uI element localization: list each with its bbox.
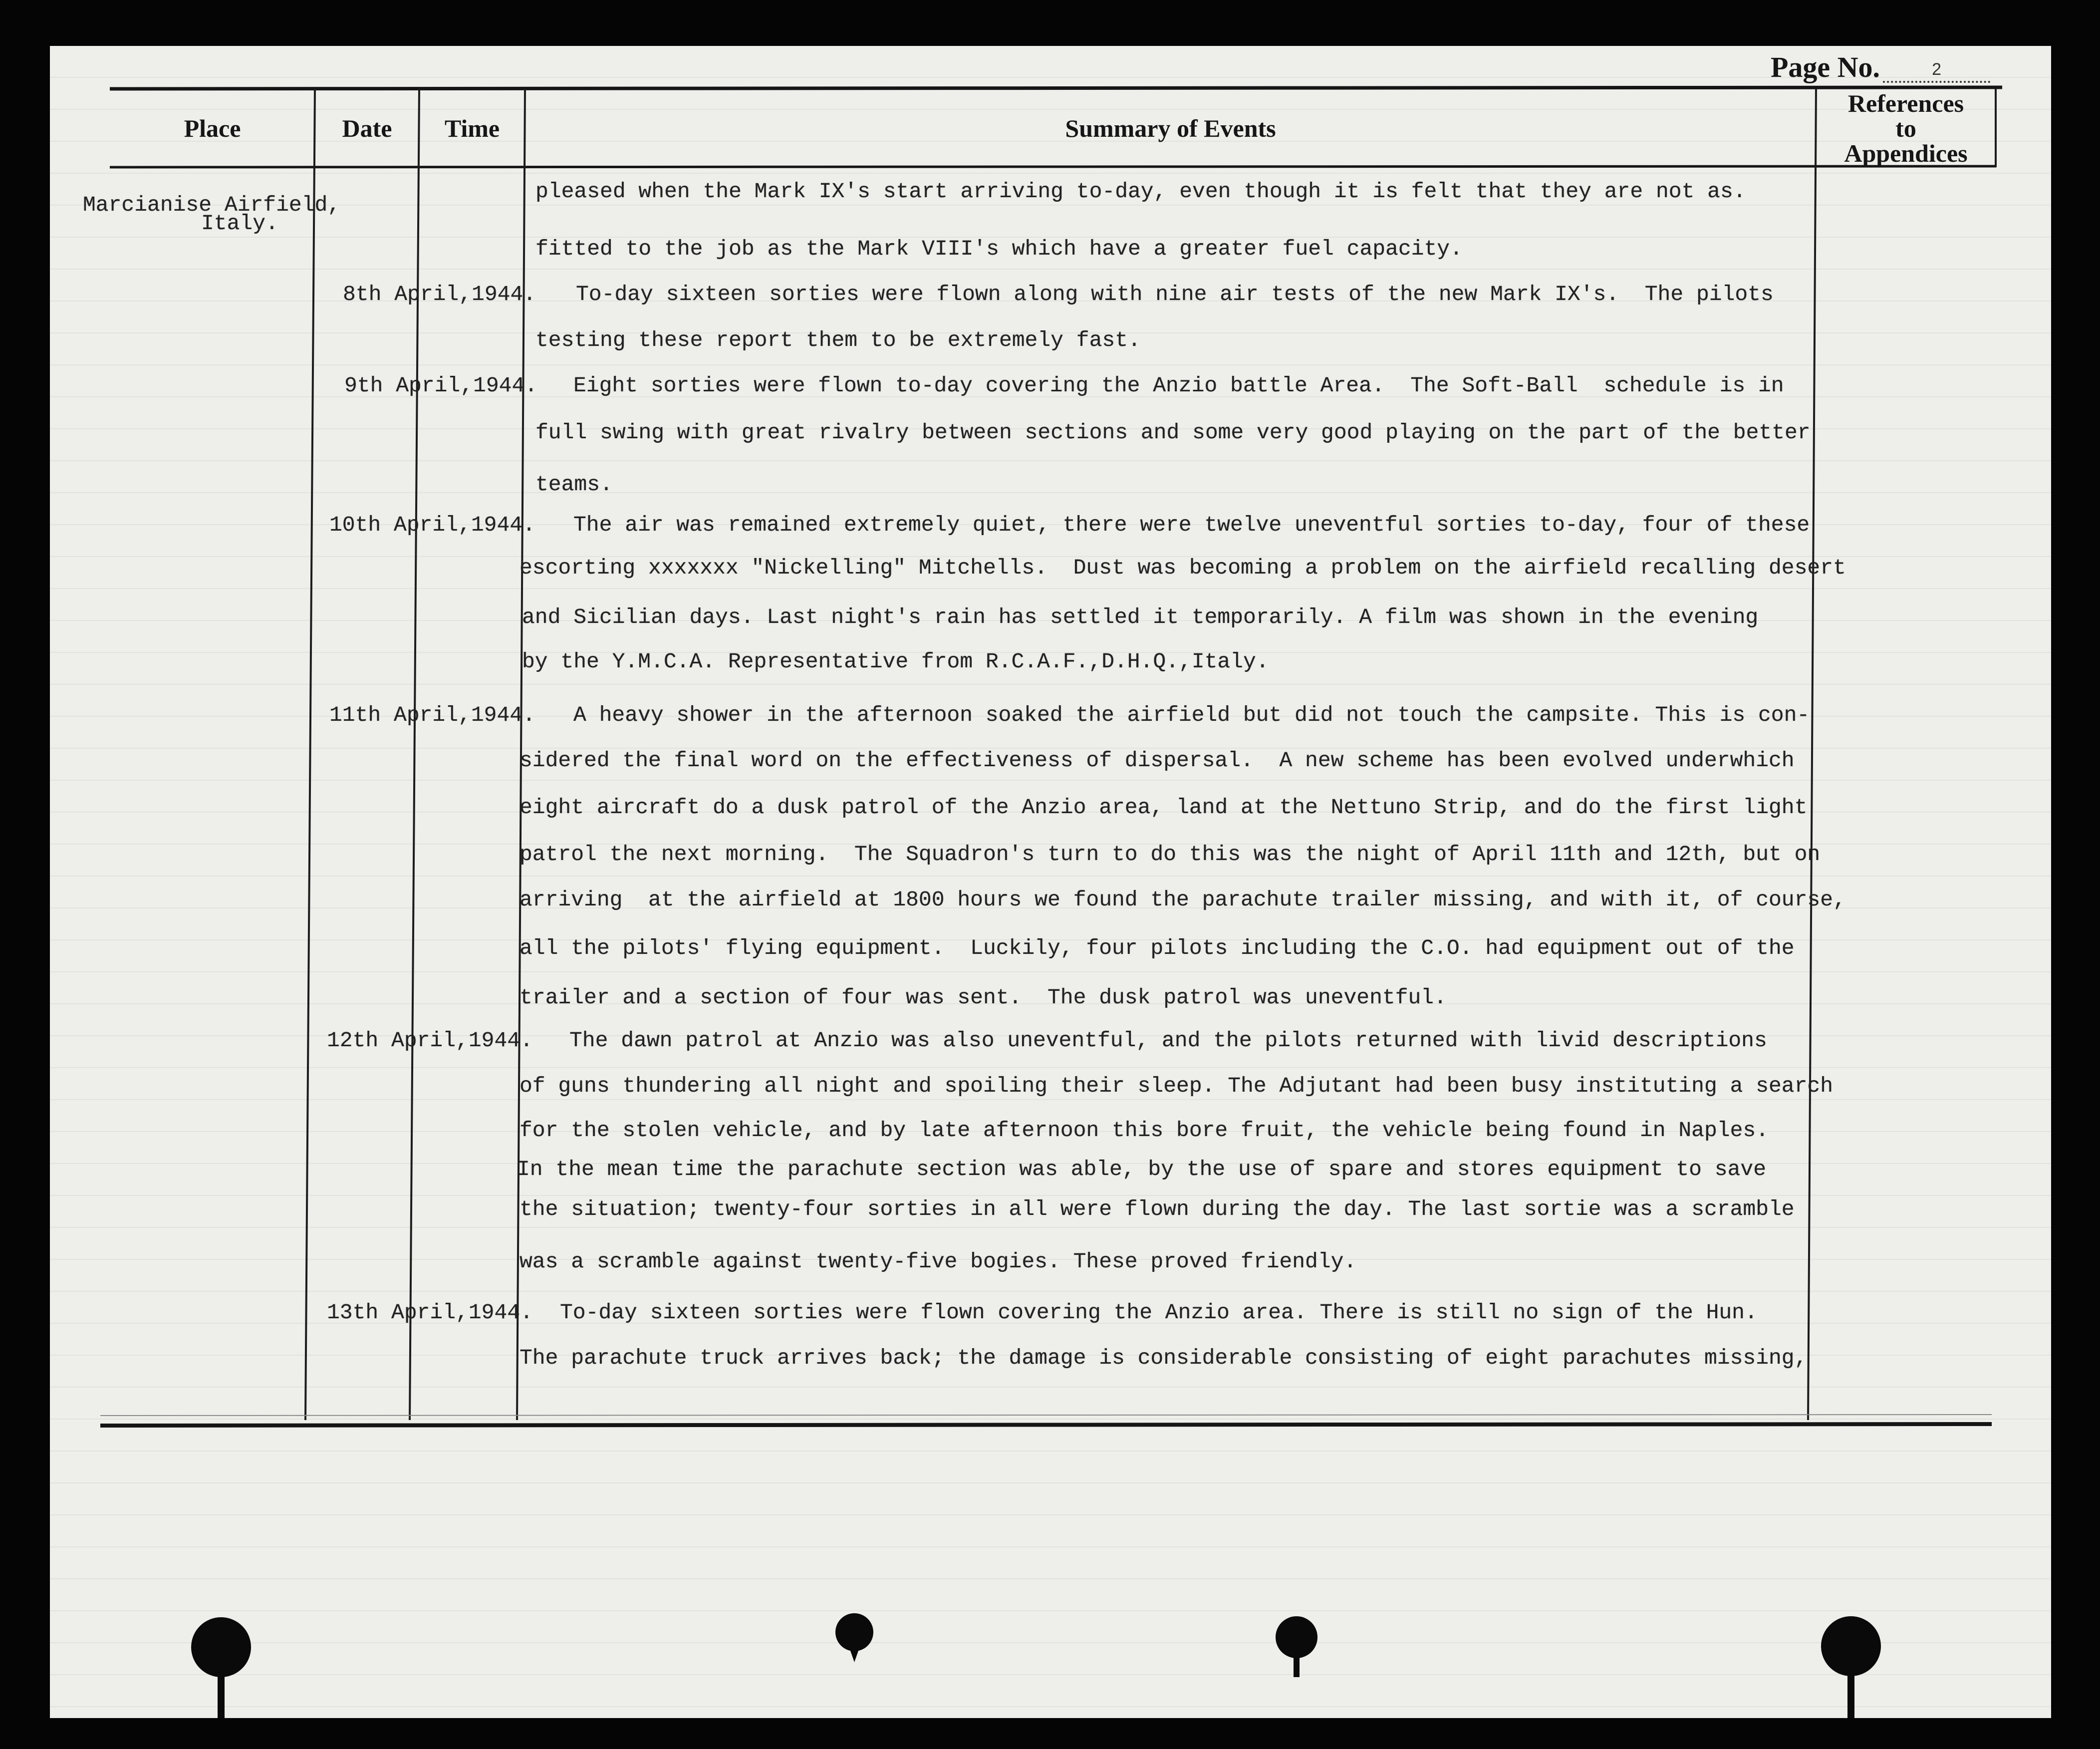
- summary-line: by the Y.M.C.A. Representative from R.C.A.F.,D.H.Q.,Italy.: [522, 649, 1269, 674]
- entry-date: 8th April,1944.: [343, 282, 536, 306]
- place-line: Italy.: [201, 211, 278, 236]
- summary-line: and Sicilian days. Last night's rain has settled it temporarily. A film was shown in the evening: [522, 605, 1759, 629]
- summary-line: escorting xxxxxxx "Nickelling" Mitchells. Dust was becoming a problem on the airfield recalling desert: [520, 556, 1846, 580]
- entry-date: 12th April,1944.: [327, 1028, 533, 1053]
- summary-line: the situation; twenty-four sorties in all were flown during the day. The last sortie was a scramble: [520, 1197, 1795, 1221]
- summary-line: fitted to the job as the Mark VIII's which have a greater fuel capacity.: [535, 237, 1463, 261]
- references-header-line: Appendices: [1844, 139, 1968, 167]
- page-number-value: 2: [1883, 58, 1990, 83]
- summary-line: full swing with great rivalry between sections and some very good playing on the part of the better: [535, 420, 1811, 445]
- binder-hole-3: [1276, 1616, 1317, 1677]
- binder-hole-4: [1821, 1616, 1881, 1718]
- bottom-thin-rule: [100, 1415, 1992, 1416]
- place-line: Marcianise Airfield,: [83, 193, 341, 217]
- column-header-summary: Summary of Events: [1065, 114, 1276, 142]
- summary-line: all the pilots' flying equipment. Luckily, four pilots including the C.O. had equipment out of the: [520, 936, 1795, 960]
- column-header-date: Date: [342, 114, 392, 142]
- summary-line: To-day sixteen sorties were flown along with nine air tests of the new Mark IX's. The pilots: [576, 282, 1774, 306]
- page-number: [1771, 52, 1990, 83]
- column-header-references: [1816, 89, 1996, 167]
- entry-date: 11th April,1944.: [329, 703, 535, 727]
- summary-line: In the mean time the parachute section was able, by the use of spare and stores equipment to save: [517, 1157, 1767, 1181]
- summary-line: Eight sorties were flown to-day covering the Anzio battle Area. The Soft-Ball schedule is in: [573, 373, 1784, 398]
- references-header-line: References: [1847, 89, 1964, 117]
- summary-line: To-day sixteen sorties were flown covering the Anzio area. There is still no sign of the Hun.: [560, 1300, 1758, 1325]
- summary-line: The dawn patrol at Anzio was also uneventful, and the pilots returned with livid descriptions: [569, 1028, 1767, 1053]
- bottom-rule: [100, 1424, 1992, 1426]
- summary-line: testing these report them to be extremely fast.: [535, 328, 1141, 352]
- summary-line: patrol the next morning. The Squadron's turn to do this was the night of April 11th and 12th, but on: [520, 842, 1821, 867]
- binder-hole-1: [191, 1617, 251, 1718]
- summary-line: for the stolen vehicle, and by late afternoon this bore fruit, the vehicle being found in Naples.: [520, 1118, 1769, 1143]
- summary-line: of guns thundering all night and spoiling their sleep. The Adjutant had been busy instituting a search: [520, 1074, 1834, 1098]
- summary-line: The air was remained extremely quiet, there were twelve uneventful sorties to-day, four of these: [573, 513, 1810, 537]
- summary-line: was a scramble against twenty-five bogies. These proved friendly.: [520, 1249, 1357, 1274]
- column-header-time: Time: [444, 114, 500, 142]
- entry-date: 9th April,1944.: [344, 373, 538, 398]
- summary-line: sidered the final word on the effectiveness of dispersal. A new scheme has been evolved underwhich: [520, 748, 1795, 773]
- summary-line: pleased when the Mark IX's start arriving to-day, even though it is felt that they are not as.: [535, 179, 1746, 204]
- summary-line: A heavy shower in the afternoon soaked the airfield but did not touch the campsite. This is con-: [573, 703, 1810, 727]
- entry-date: 13th April,1944.: [327, 1300, 533, 1325]
- entry-date: 10th April,1944.: [329, 513, 535, 537]
- binder-hole-2: [835, 1613, 873, 1662]
- summary-line: teams.: [535, 472, 613, 497]
- page-number-label: Page No.: [1771, 51, 1880, 83]
- place-date-divider: [305, 89, 315, 1420]
- summary-line: trailer and a section of four was sent. The dusk patrol was uneventful.: [520, 985, 1447, 1010]
- column-header-place: Place: [184, 114, 241, 142]
- summary-references-divider: [1808, 89, 1816, 1420]
- references-header-line: to: [1895, 114, 1916, 142]
- summary-line: eight aircraft do a dusk patrol of the Anzio area, land at the Nettuno Strip, and do the first light: [520, 795, 1808, 820]
- summary-line: arriving at the airfield at 1800 hours we found the parachute trailer missing, and with it, of course,: [520, 887, 1846, 912]
- summary-line: The parachute truck arrives back; the damage is considerable consisting of eight parachutes missing,: [520, 1346, 1808, 1370]
